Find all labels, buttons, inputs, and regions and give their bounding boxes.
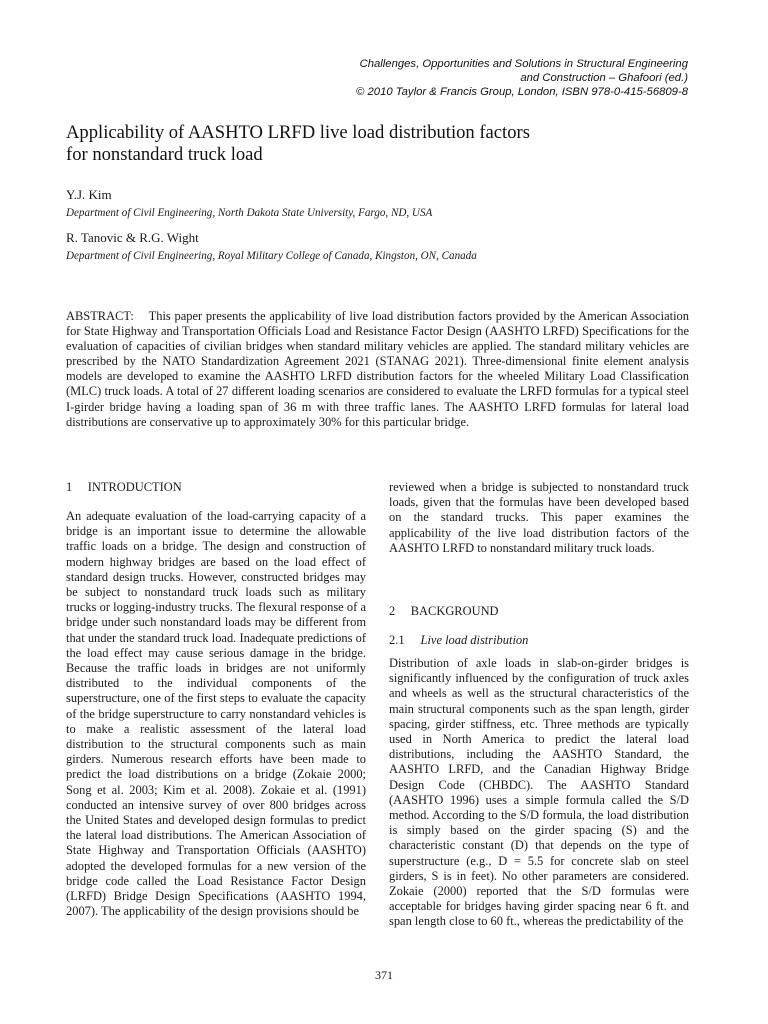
paper-title-line-2: for nonstandard truck load <box>66 144 263 165</box>
proceedings-header-line-3: © 2010 Taylor & Francis Group, London, ISBN 978-0-415-56809-8 <box>356 86 688 98</box>
paper-title <box>66 122 530 166</box>
author-2-affiliation: Department of Civil Engineering, Royal Military College of Canada, Kingston, ON, Canada <box>66 250 477 262</box>
abstract: ABSTRACT: This paper presents the applicability of live load distribution factors provided by the American Association for State Highway and Transportation Officials Load and Resistance Factor Design (AASHTO LRFD) Specifications for the evaluation of capacities of civilian bridges when standard military vehicles are applied. The standard military vehicles are prescribed by the NATO Standardization Agreement 2021 (STANAG 2021). Three-dimensional finite element analysis models are developed to examine the AASHTO LRFD distribution factors for the wheeled Military Load Classification (MLC) truck loads. A total of 27 different loading scenarios are considered to evaluate the LRFD formulas for a typical steel I-girder bridge having a loading span of 36 m with three traffic lanes. The AASHTO LRFD formulas for lateral load distributions are conservative up to approximately 30% for this particular bridge. <box>66 309 693 429</box>
section-heading-background: 2 BACKGROUND <box>389 604 499 618</box>
subsection-title: Live load distribution <box>420 633 529 647</box>
section-heading-introduction: 1 INTRODUCTION <box>66 480 182 494</box>
introduction-continued <box>389 480 689 556</box>
author-1-affiliation: Department of Civil Engineering, North Dakota State University, Fargo, ND, USA <box>66 207 433 219</box>
author-2-name: R. Tanovic & R.G. Wight <box>66 230 199 245</box>
author-1-name: Y.J. Kim <box>66 187 112 202</box>
background-text <box>389 656 689 930</box>
introduction-text <box>66 509 366 919</box>
proceedings-header-line-1: Challenges, Opportunities and Solutions in Structural Engineering <box>359 58 688 70</box>
subsection-heading <box>389 633 528 648</box>
background-paragraph: Distribution of axle loads in slab-on-girder bridges is significantly influenced by the configuration of truck axles and wheels as well as the structural characteristics of the main structural components such as the span length, girder spacing, girder stiffness, etc. Three methods are typically used in North America to predict the lateral load distributions, including the AASHTO Standard, the AASHTO LRFD, and the Canadian Highway Bridge Design Code (CHBDC). The AASHTO Standard (AASHTO 1996) uses a simple formula called the S/D method. According to the S/D formula, the load distribution is simply based on the girder spacing (S) and the characteristic constant (D) that depends on the type of superstructure (e.g., D = 5.5 for concrete slab on steel girders, S is in feet). No other parameters are considered. Zokaie (2000) reported that the S/D formulas were acceptable for bridges having girder spacing near 6 ft. and span length close to 60 ft., whereas the predictability of the <box>389 656 689 929</box>
introduction-paragraph: An adequate evaluation of the load-carrying capacity of a bridge is an important issue to determine the allowable traffic loads on a bridge. The design and construction of modern highway bridges are based on the load effect of standard design trucks. However, constructed bridges may be subject to nonstandard truck loads such as military trucks or logging-industry trucks. The flexural response of a bridge under such nonstandard loads may be different from that under the standard truck load. Inadequate predictions of the load effect may cause serious damage in the bridge. Because the traffic loads in bridges are not uniformly distributed to the individual components of the superstructure, one of the first steps to evaluate the capacity of the bridge superstructure to carry nonstandard vehicles is to make a realistic assessment of the lateral load distribution to the structural components such as main girders. Numerous research efforts have been made to predict the load distributions on a bridge (Zokaie 2000; Song et al. 2003; Kim et al. 2008). Zokaie et al. (1991) conducted an intensive survey of over 800 bridges across the United States and developed design formulas to predict the lateral load distributions. The American Association of State Highway and Transportation Officials (AASHTO) adopted the developed formulas for a new version of the bridge code called the Load Resistance Factor Design (LRFD) Bridge Design Specifications (AASHTO 1994, 2007). The applicability of the design provisions should be <box>66 509 366 919</box>
page-number: 371 <box>375 968 393 982</box>
introduction-continued-paragraph: reviewed when a bridge is subjected to nonstandard truck loads, given that the formulas have been developed based on the standard trucks. This paper examines the applicability of the live load distribution factors of the AASHTO LRFD to nonstandard military truck loads. <box>389 480 689 555</box>
proceedings-header-line-2: and Construction – Ghafoori (ed.) <box>520 72 688 84</box>
subsection-number: 2.1 <box>389 633 405 647</box>
paper-title-line-1: Applicability of AASHTO LRFD live load distribution factors <box>66 122 530 143</box>
